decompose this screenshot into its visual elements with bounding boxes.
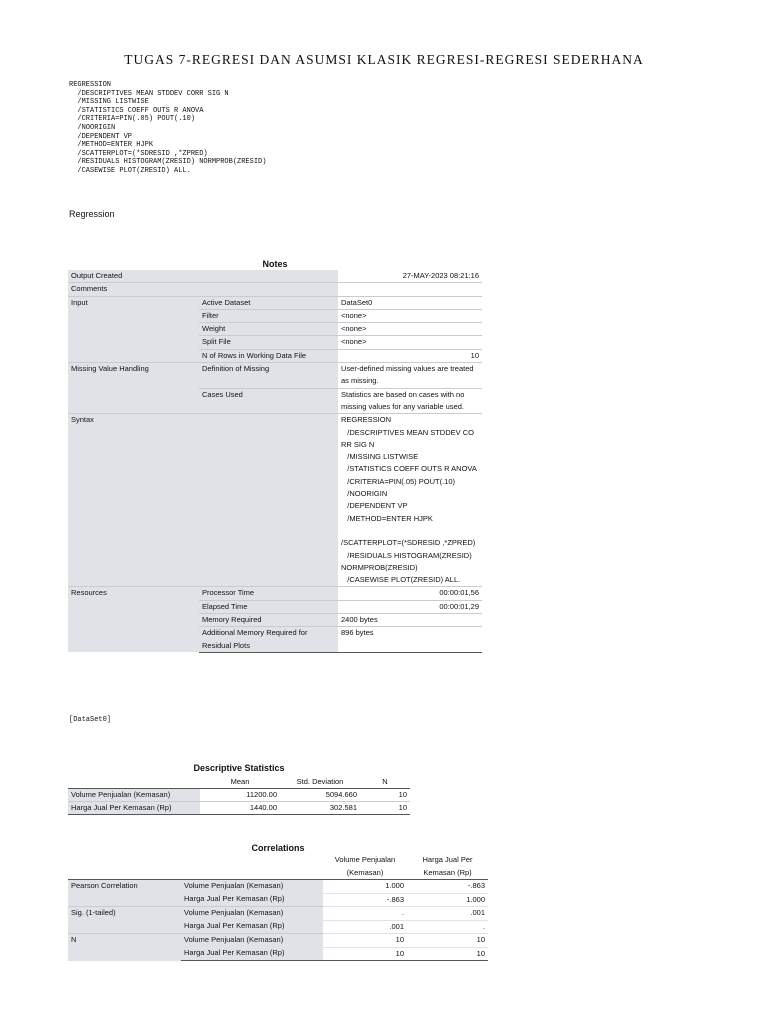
group-label: Sig. (1-tailed) — [68, 907, 181, 934]
elapsed-time-value: 00:00:01,29 — [338, 600, 482, 613]
table-header-row — [68, 776, 410, 789]
syntax-line: /CASEWISE PLOT(ZRESID) ALL. — [69, 166, 191, 175]
table-row — [68, 934, 488, 948]
column-header: Std. Deviation — [280, 776, 360, 789]
column-header: Volume Penjualan (Kemasan) — [323, 854, 407, 880]
corr-cell: 1.000 — [323, 880, 407, 894]
filter-label: Filter — [199, 309, 338, 322]
cases-used-label: Cases Used — [199, 388, 338, 414]
def-missing-label: Definition of Missing — [199, 363, 338, 389]
missing-handling-label: Missing Value Handling — [68, 363, 199, 414]
page-title: TUGAS 7-REGRESI DAN ASUMSI KLASIK REGRESI-REGRESI SEDERHANA — [124, 52, 644, 67]
split-file-label: Split File — [199, 336, 338, 349]
table-row — [68, 283, 482, 296]
syntax-value: REGRESSION /DESCRIPTIVES MEAN STDDEV CORR SIG N /MISSING LISTWISE /STATISTICS COEFF OUTS R ANOVA /CRITERIA=PIN(.05) POUT(.10) /NOORIGIN /DEPENDENT VP /METHOD=ENTER HJPK /SCATTERPLOT=(*SDRESID ,*ZPRED) /RESIDUALS HISTOGRAM(ZRESID) NORMPROB(ZRESID) /CASEWISE PLOT(ZRESID) ALL. — [338, 414, 482, 587]
table-row — [68, 802, 410, 815]
elapsed-time-label: Elapsed Time — [199, 600, 338, 613]
n-rows-value: 10 — [338, 349, 482, 362]
syntax-label: Syntax — [68, 414, 338, 587]
dataset-tag: [DataSet0] — [69, 716, 112, 724]
section-heading: Regression — [69, 209, 115, 219]
row-var-label: Harga Jual Per Kemasan (Rp) — [181, 947, 323, 961]
group-label: N — [68, 934, 181, 961]
corr-cell: 10 — [323, 934, 407, 948]
syntax-line: /RESIDUALS HISTOGRAM(ZRESID) NORMPROB(ZRESID) — [77, 158, 267, 167]
column-header: N — [360, 776, 410, 789]
table-row — [68, 587, 482, 600]
syntax-line: /NOORIGIN — [77, 123, 116, 132]
resources-label: Resources — [68, 587, 199, 652]
active-dataset-label: Active Dataset — [199, 296, 338, 309]
row-label: Volume Penjualan (Kemasan) — [68, 789, 200, 802]
descriptives-title: Descriptive Statistics — [193, 763, 285, 773]
memory-label: Memory Required — [199, 614, 338, 627]
table-row — [68, 880, 488, 894]
corr-cell: .001 — [323, 920, 407, 934]
sd-cell: 5094.660 — [280, 789, 360, 802]
row-var-label: Volume Penjualan (Kemasan) — [181, 934, 323, 948]
corr-cell: .001 — [407, 907, 488, 921]
corr-cell: 10 — [407, 934, 488, 948]
table-row — [68, 270, 482, 283]
table-row — [68, 414, 482, 587]
mean-cell: 1440.00 — [200, 802, 280, 815]
column-header: Mean — [200, 776, 280, 789]
syntax-line: /CRITERIA=PIN(.05) POUT(.10) — [77, 115, 196, 124]
table-row — [68, 363, 482, 389]
corr-cell: . — [323, 907, 407, 921]
corr-cell: . — [407, 920, 488, 934]
syntax-line: REGRESSION — [69, 81, 112, 89]
corr-cell: 10 — [407, 947, 488, 961]
correlations-table — [68, 854, 488, 961]
syntax-line: /SCATTERPLOT=(*SDRESID ,*ZPRED) — [77, 149, 208, 158]
output-created-value: 27-MAY-2023 08:21:16 — [338, 270, 482, 283]
corr-cell: 10 — [323, 947, 407, 961]
group-label: Pearson Correlation — [68, 880, 181, 907]
table-row — [68, 789, 410, 802]
processor-time-value: 00:00:01,56 — [338, 587, 482, 600]
weight-value: <none> — [338, 323, 482, 336]
n-rows-label: N of Rows in Working Data File — [199, 349, 338, 362]
weight-label: Weight — [199, 323, 338, 336]
row-var-label: Volume Penjualan (Kemasan) — [181, 907, 323, 921]
processor-time-label: Processor Time — [199, 587, 338, 600]
syntax-block — [69, 81, 266, 176]
syntax-line: /DESCRIPTIVES MEAN STDDEV CORR SIG N — [77, 89, 229, 98]
descriptives-table — [68, 776, 410, 815]
corr-cell: -.863 — [323, 893, 407, 907]
active-dataset-value: DataSet0 — [338, 296, 482, 309]
row-label: Harga Jual Per Kemasan (Rp) — [68, 802, 200, 815]
table-row — [68, 907, 488, 921]
n-cell: 10 — [360, 802, 410, 815]
corr-cell: -.863 — [407, 880, 488, 894]
notes-table — [68, 270, 482, 653]
corr-cell: 1.000 — [407, 893, 488, 907]
add-memory-value: 896 bytes — [338, 627, 482, 653]
memory-value: 2400 bytes — [338, 614, 482, 627]
add-memory-label: Additional Memory Required for Residual Plots — [199, 627, 338, 653]
output-created-label: Output Created — [68, 270, 338, 283]
n-cell: 10 — [360, 789, 410, 802]
split-file-value: <none> — [338, 336, 482, 349]
syntax-line: /METHOD=ENTER HJPK — [77, 141, 154, 150]
table-header-row — [68, 854, 488, 880]
correlations-corner — [68, 854, 323, 880]
row-var-label: Harga Jual Per Kemasan (Rp) — [181, 893, 323, 907]
comments-value — [338, 283, 482, 296]
descriptives-corner — [68, 776, 200, 789]
cases-used-value: Statistics are based on cases with no missing values for any variable used. — [338, 388, 482, 414]
table-row — [68, 296, 482, 309]
syntax-line: /MISSING LISTWISE — [77, 98, 149, 107]
comments-label: Comments — [68, 283, 338, 296]
notes-title: Notes — [262, 259, 288, 269]
row-var-label: Volume Penjualan (Kemasan) — [181, 880, 323, 894]
column-header: Harga Jual Per Kemasan (Rp) — [407, 854, 488, 880]
mean-cell: 11200.00 — [200, 789, 280, 802]
def-missing-value: User-defined missing values are treated as missing. — [338, 363, 482, 389]
filter-value: <none> — [338, 309, 482, 322]
correlations-title: Correlations — [251, 843, 305, 853]
input-label: Input — [68, 296, 199, 362]
row-var-label: Harga Jual Per Kemasan (Rp) — [181, 920, 323, 934]
sd-cell: 302.581 — [280, 802, 360, 815]
syntax-line: /DEPENDENT VP — [77, 132, 133, 141]
syntax-line: /STATISTICS COEFF OUTS R ANOVA — [77, 106, 204, 115]
